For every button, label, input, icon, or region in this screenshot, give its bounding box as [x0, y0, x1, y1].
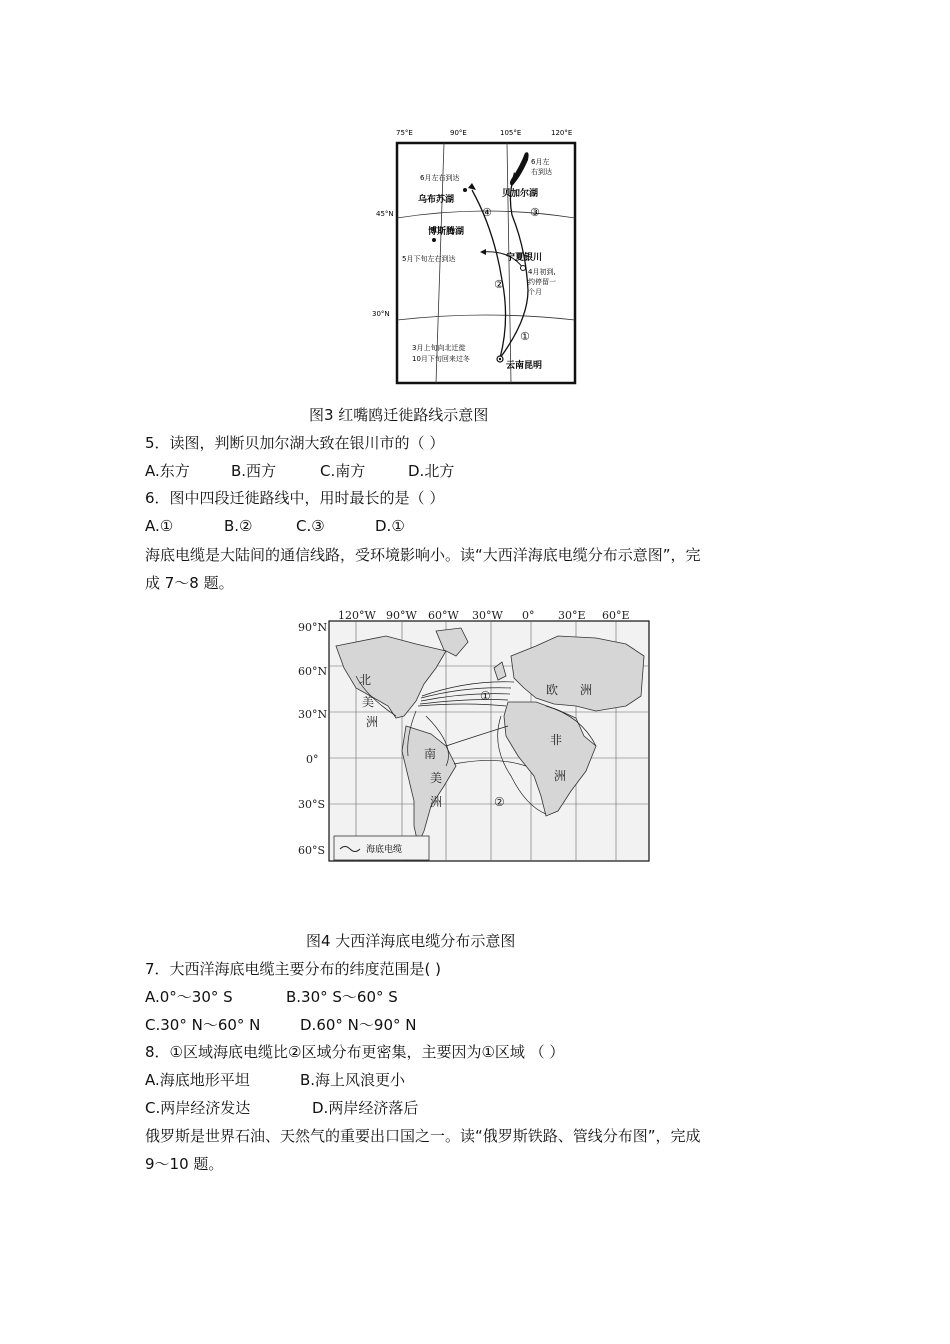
fig4-lon-120w: 120°W [338, 609, 376, 622]
fig4-lon-30e: 30°E [558, 609, 586, 622]
kunming-note-1: 3月上旬向北迁徙 [412, 344, 466, 352]
q6-option-d: D.① [375, 517, 405, 535]
question-8-options-row-1 [145, 1070, 405, 1090]
question-5-options [145, 461, 454, 481]
question-8-options-row-2 [145, 1098, 418, 1118]
fig3-lon-105e: 105°E [500, 129, 522, 137]
africa-label-1: 非 [550, 733, 563, 747]
fig4-lat-30n: 30°N [298, 708, 328, 721]
intro-9-10-line-1: 俄罗斯是世界石油、天然气的重要出口国之一。读“俄罗斯铁路、管线分布图”，完成 [145, 1127, 701, 1145]
south-america-label-2: 美 [430, 771, 443, 785]
fig4-lat-60s: 60°S [298, 844, 326, 857]
fig3-lon-120e: 120°E [551, 129, 573, 137]
north-america-label-1: 北 [359, 673, 372, 687]
route-mark-2: ② [494, 278, 504, 291]
europe-label-1: 欧 [546, 683, 559, 697]
fig3-lon-75e: 75°E [396, 129, 413, 137]
fig4-lon-60w: 60°W [428, 609, 459, 622]
q7-option-d: D.60° N～90° N [300, 1016, 417, 1034]
q8-option-a: A.海底地形平坦 [145, 1071, 250, 1089]
yinchuan-point [521, 266, 526, 271]
fig3-lat-45n: 45°N [376, 210, 394, 218]
south-america-label-1: 南 [424, 747, 437, 761]
figure-4-caption: 图4 大西洋海底电缆分布示意图 [306, 932, 516, 950]
bosten-lake-label: 博斯腾湖 [428, 227, 465, 237]
kunming-note-2: 10月下旬回来过冬 [412, 355, 470, 363]
figure-4-atlantic-cable-map [296, 606, 656, 868]
ubsu-arrive-note: 6月左右到达 [420, 174, 460, 182]
fig4-lon-90w: 90°W [386, 609, 417, 622]
q8-option-d: D.两岸经济落后 [312, 1099, 419, 1117]
question-5-stem: 5．读图，判断贝加尔湖大致在银川市的（ ） [145, 434, 445, 452]
baikal-lake-label: 贝加尔湖 [502, 189, 539, 199]
bosten-arrive-note: 5月下旬左右到达 [402, 255, 456, 263]
region-mark-1: ① [480, 689, 491, 703]
fig4-lon-0: 0° [522, 609, 535, 622]
yinchuan-note-3: 个月 [528, 288, 542, 296]
fig3-lat-30n: 30°N [372, 310, 390, 318]
yinchuan-note-2: 约停留一 [528, 278, 556, 286]
ubsu-lake-label: 乌布苏湖 [418, 195, 455, 205]
bosten-lake-point [432, 238, 436, 242]
question-6-options [145, 516, 405, 536]
fig4-lon-30w: 30°W [472, 609, 503, 622]
q6-option-a: A.① [145, 517, 174, 535]
yinchuan-note-1: 4月初到, [528, 268, 556, 276]
question-7-stem: 7．大西洋海底电缆主要分布的纬度范围是( ) [145, 960, 442, 978]
yinchuan-label: 宁夏银川 [506, 253, 543, 263]
route-mark-4: ④ [482, 206, 492, 219]
kunming-label: 云南昆明 [506, 361, 543, 371]
q7-option-c: C.30° N～60° N [145, 1016, 261, 1034]
q8-option-b: B.海上风浪更小 [300, 1071, 406, 1089]
q7-option-a: A.0°～30° S [145, 988, 233, 1006]
q5-option-d: D.北方 [408, 462, 455, 480]
north-america-label-2: 美 [362, 695, 375, 709]
q5-option-c: C.南方 [320, 462, 366, 480]
question-6-stem: 6．图中四段迁徙路线中，用时最长的是（ ） [145, 489, 445, 507]
fig4-lat-90n: 90°N [298, 621, 328, 634]
q8-option-c: C.两岸经济发达 [145, 1099, 251, 1117]
q7-option-b: B.30° S～60° S [286, 988, 398, 1006]
q5-option-b: B.西方 [231, 462, 277, 480]
intro-7-8-line-2: 成 7～8 题。 [145, 574, 234, 592]
figure-3-caption: 图3 红嘴鸥迁徙路线示意图 [309, 406, 489, 424]
intro-9-10-line-2: 9～10 题。 [145, 1155, 224, 1173]
q6-option-b: B.② [224, 517, 253, 535]
route-mark-3: ③ [530, 206, 540, 219]
figure-3-migration-map [360, 120, 590, 390]
north-america-label-3: 洲 [366, 715, 379, 729]
fig4-lat-0: 0° [306, 753, 319, 766]
fig3-lon-90e: 90°E [450, 129, 467, 137]
baikal-arrive-note-2: 右到达 [531, 168, 552, 176]
south-america-label-3: 洲 [430, 795, 443, 809]
route-mark-1: ① [520, 330, 530, 343]
q5-option-a: A.东方 [145, 462, 190, 480]
ubsu-lake-point [463, 188, 467, 192]
question-7-options-row-2 [145, 1015, 416, 1035]
baikal-arrive-note-1: 6月左 [531, 158, 550, 166]
europe-label-2: 洲 [580, 683, 593, 697]
intro-7-8-line-1: 海底电缆是大陆间的通信线路，受环境影响小。读“大西洋海底电缆分布示意图”，完 [145, 546, 701, 564]
q6-option-c: C.③ [296, 517, 325, 535]
region-mark-2: ② [494, 795, 505, 809]
legend-label: 海底电缆 [366, 845, 403, 855]
africa-label-2: 洲 [554, 769, 567, 783]
fig4-lon-60e: 60°E [602, 609, 630, 622]
fig4-lat-60n: 60°N [298, 665, 328, 678]
question-7-options-row-1 [145, 987, 398, 1007]
fig4-lat-30s: 30°S [298, 798, 326, 811]
question-8-stem: 8．①区域海底电缆比②区域分布更密集，主要因为①区域 （ ） [145, 1043, 565, 1061]
